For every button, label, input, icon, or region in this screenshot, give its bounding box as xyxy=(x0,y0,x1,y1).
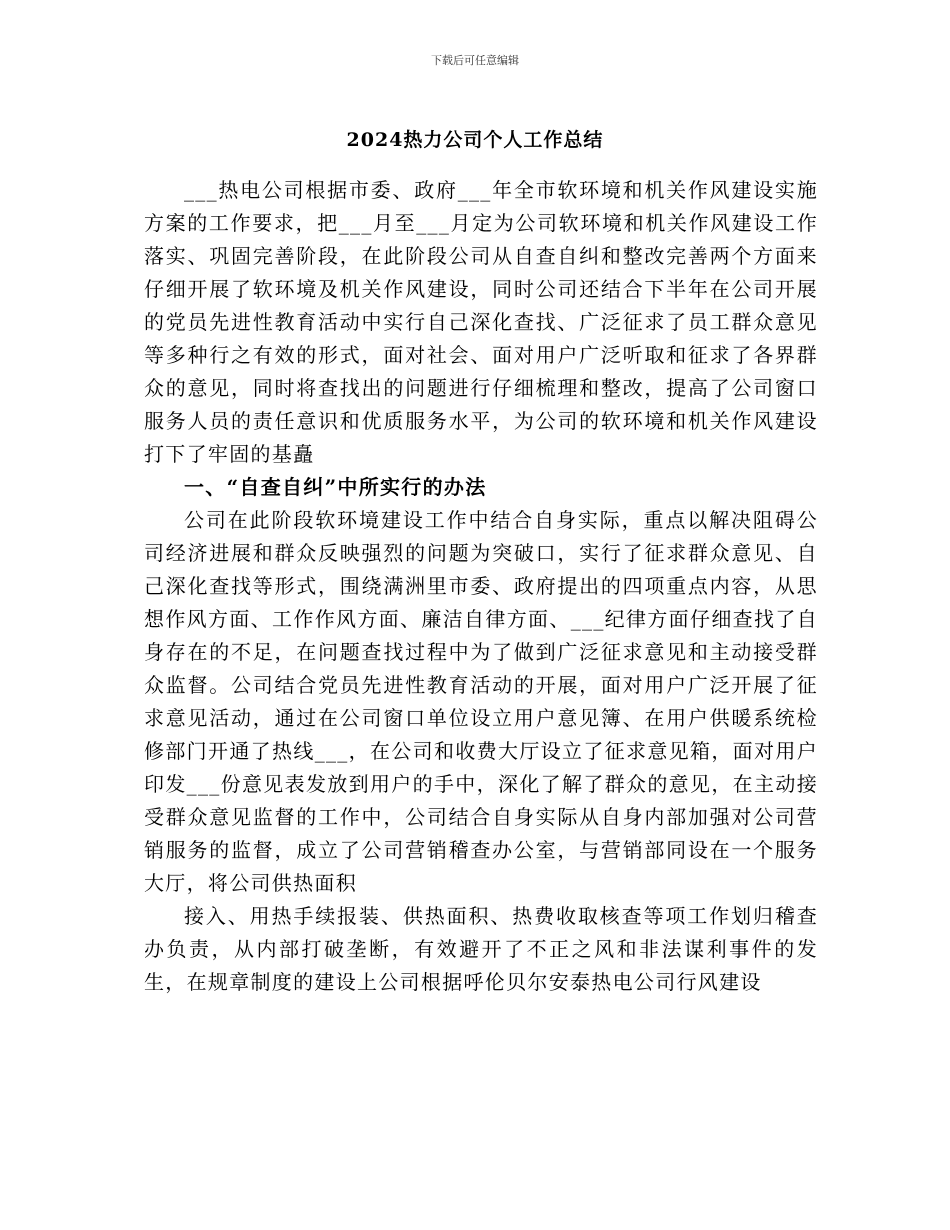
intro-paragraph: ___热电公司根据市委、政府___年全市软环境和机关作风建设实施方案的工作要求，把___月至___月定为公司软环境和机关作风建设工作落实、巩固完善阶段，在此阶段公司从自查自纠和整改完善两个方面来仔细开展了软环境及机关作风建设，同时公司还结合下半年在公司开展的党员先进性教育活动中实行自己深化查找、广泛征求了员工群众意见等多种行之有效的形式，面对社会、面对用户广泛听取和征求了各界群众的意见，同时将查找出的问题进行仔细梳理和整改，提高了公司窗口服务人员的责任意识和优质服务水平，为公司的软环境和机关作风建设打下了牢固的基矗 xyxy=(144,178,818,466)
section-heading-1: 一、“自查自纠”中所实行的办法 xyxy=(184,475,487,499)
body-paragraph-2: 接入、用热手续报装、供热面积、热费收取核查等项工作划归稽查办负责，从内部打破垄断，有效避开了不正之风和非法谋利事件的发生，在规章制度的建设上公司根据呼伦贝尔安泰热电公司行风建设 xyxy=(144,904,818,994)
body-paragraph-1: 公司在此阶段软环境建设工作中结合自身实际，重点以解决阻碍公司经济进展和群众反映强烈的问题为突破口，实行了征求群众意见、自己深化查找等形式，围绕满洲里市委、政府提出的四项重点内容，从思想作风方面、工作作风方面、廉洁自律方面、___纪律方面仔细查找了自身存在的不足，在问题查找过程中为了做到广泛征求意见和主动接受群众监督。公司结合党员先进性教育活动的开展，面对用户广泛开展了征求意见活动，通过在公司窗口单位设立用户意见簿、在用户供暖系统检修部门开通了热线___，在公司和收费大厅设立了征求意见箱，面对用户印发___份意见表发放到用户的手中，深化了解了群众的意见，在主动接受群众意见监督的工作中，公司结合自身实际从自身内部加强对公司营销服务的监督，成立了公司营销稽查办公室，与营销部同设在一个服务大厅，将公司供热面积 xyxy=(144,508,818,895)
document-body xyxy=(144,174,818,999)
document-title: 2024热力公司个人工作总结 xyxy=(346,129,604,151)
page-header-note: 下载后可任意编辑 xyxy=(431,54,519,67)
